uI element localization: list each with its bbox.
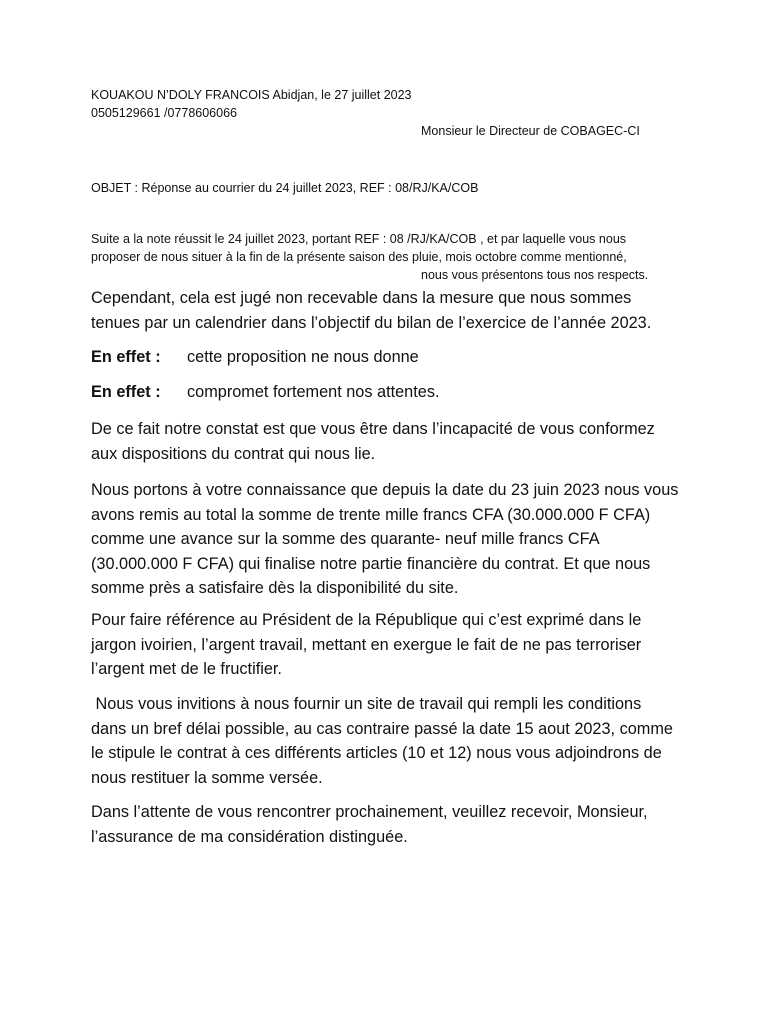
paragraph-cependant: Cependant, cela est jugé non recevable dans la mesure que nous sommes tenues par un calendrier dans l’objectif du bilan de l’exercice de l’année 2023. (91, 289, 652, 332)
paragraph-somme: Nous portons à votre connaissance que depuis la date du 23 juin 2023 nous vous avons remis au total la somme de trente mille francs CFA (30.000.000 F CFA) comme une avance sur la somme des quarante- neuf mille francs CFA (30.000.000 F CFA) qui finalise notre partie financière du contrat. Et que nous somme près a satisfaire dès la disponibilité du site. (91, 481, 679, 597)
intro-line-1: Suite a la note réussit le 24 juillet 2023, portant REF : 08 /RJ/KA/COB , et par laquelle vous nous (91, 232, 627, 246)
subject-line: OBJET : Réponse au courrier du 24 juillet 2023, REF : 08/RJ/KA/COB (91, 181, 479, 195)
en-effet-text: cette proposition ne nous donne (187, 348, 419, 366)
paragraph-invitation: Nous vous invitions à nous fournir un site de travail qui rempli les conditions dans un bref délai possible, au cas contraire passé la date 15 aout 2023, comme le stipule le contrat à ces différents articles (10 et 12) nous vous adjoindrons de nous restituer la somme versée. (91, 695, 678, 787)
en-effet-label: En effet : (91, 348, 161, 366)
en-effet-row-2 (91, 380, 439, 404)
en-effet-row-1 (91, 345, 419, 369)
en-effet-text: compromet fortement nos attentes. (187, 383, 440, 401)
paragraph-constat: De ce fait notre constat est que vous être dans l’incapacité de vous conformez aux dispositions du contrat qui nous lie. (91, 420, 655, 463)
intro-line-2: proposer de nous situer à la fin de la présente saison des pluie, mois octobre comme mentionné, (91, 250, 627, 264)
paragraph-president: Pour faire référence au Président de la République qui c’est exprimé dans le jargon ivoirien, l’argent travail, mettant en exergue le fait de ne pas terroriser l’argent met de le fructifier. (91, 611, 642, 678)
sender-line: KOUAKOU N’DOLY FRANCOIS Abidjan, le 27 juillet 2023 (91, 88, 412, 102)
paragraph-salutation: Dans l’attente de vous rencontrer prochainement, veuillez recevoir, Monsieur, l’assurance de ma considération distinguée. (91, 803, 648, 846)
sender-phones: 0505129661 /0778606066 (91, 106, 237, 120)
recipient-line: Monsieur le Directeur de COBAGEC-CI (421, 124, 640, 138)
en-effet-label: En effet : (91, 383, 161, 401)
intro-line-3: nous vous présentons tous nos respects. (421, 268, 649, 282)
